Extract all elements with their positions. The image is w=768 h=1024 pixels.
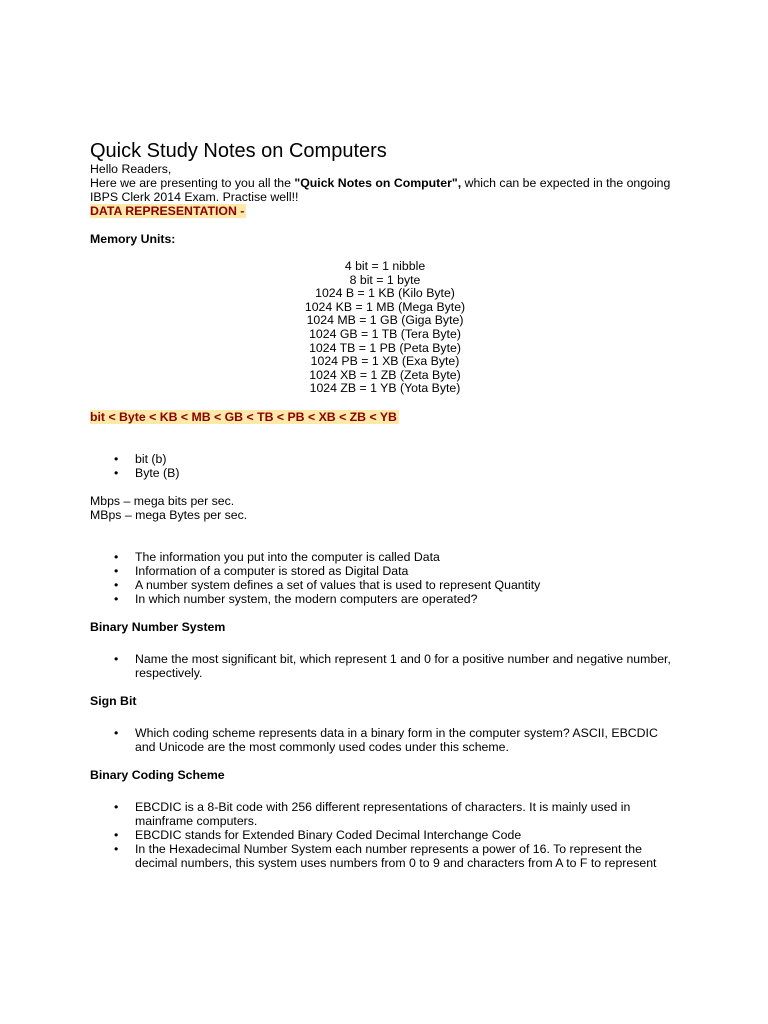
data-list (90, 550, 680, 606)
intro-text-start: Here we are presenting to you all the (90, 176, 295, 190)
binary-number-heading: Binary Number System (90, 619, 226, 634)
list-item: • In which number system, the modern computers are operated? (90, 592, 680, 606)
list-item: • Information of a computer is stored as Digital Data (90, 564, 680, 578)
document-page (90, 140, 680, 870)
memory-unit-line: 4 bit = 1 nibble (344, 259, 426, 273)
list-item: • bit (b) (90, 452, 680, 466)
memory-unit-line: 1024 MB = 1 GB (Giga Byte) (306, 313, 464, 328)
greeting: Hello Readers, (90, 162, 172, 176)
list-item: • Name the most significant bit, which represent 1 and 0 for a positive number and negative number, respectively. (90, 652, 680, 680)
list-item: • A number system defines a set of values that is used to represent Quantity (90, 578, 680, 592)
page-title: Quick Study Notes on Computers (90, 140, 387, 162)
intro-text-bold: "Quick Notes on Computer", (294, 176, 462, 190)
intro-text-end: which can be expected in the ongoing IBPS Clerk 2014 Exam. Practise well!! (90, 176, 671, 204)
memory-units-list (90, 260, 680, 396)
list-item: • EBCDIC is a 8-Bit code with 256 different representations of characters. It is mainly used in mainframe computers. (90, 800, 680, 828)
memory-unit-line: 1024 ZB = 1 YB (Yota Byte) (309, 381, 461, 396)
memory-unit-line: 8 bit = 1 byte (349, 272, 421, 287)
memory-units-heading: Memory Units: (90, 232, 176, 246)
sign-bit-heading: Sign Bit (90, 693, 137, 708)
section-heading: DATA REPRESENTATION - (90, 204, 245, 218)
list-item: • Which coding scheme represents data in a binary form in the computer system? ASCII, EBCDIC and Unicode are the most commonly used codes under this scheme. (90, 726, 680, 754)
memory-unit-line: 1024 XB = 1 ZB (Zeta Byte) (309, 367, 461, 382)
memory-unit-line: 1024 KB = 1 MB (Mega Byte) (304, 299, 466, 314)
speed-line: Mbps – mega bits per sec. (90, 493, 235, 508)
memory-unit-line: 1024 PB = 1 XB (Exa Byte) (310, 354, 460, 369)
list-item: • The information you put into the computer is called Data (90, 550, 680, 564)
list-item: • EBCDIC stands for Extended Binary Coded Decimal Interchange Code (90, 828, 680, 842)
list-item: • In the Hexadecimal Number System each number represents a power of 16. To represent the decimal numbers, this system uses numbers from 0 to 9 and characters from A to F to represent (90, 842, 680, 870)
intro-paragraph (90, 176, 680, 204)
binary-list (90, 652, 680, 680)
speed-line: MBps – mega Bytes per sec. (90, 507, 248, 522)
memory-unit-line: 1024 B = 1 KB (Kilo Byte) (315, 286, 455, 301)
coding-list (90, 800, 680, 870)
sign-list (90, 726, 680, 754)
binary-coding-heading: Binary Coding Scheme (90, 767, 225, 782)
bit-byte-list (90, 452, 680, 480)
memory-unit-line: 1024 TB = 1 PB (Peta Byte) (309, 340, 461, 355)
unit-order-row (90, 410, 680, 424)
unit-order-line: bit < Byte < KB < MB < GB < TB < PB < XB < ZB < YB (90, 409, 397, 424)
list-item: • Byte (B) (90, 466, 680, 480)
memory-unit-line: 1024 GB = 1 TB (Tera Byte) (309, 326, 461, 341)
section-heading-row (90, 204, 680, 218)
